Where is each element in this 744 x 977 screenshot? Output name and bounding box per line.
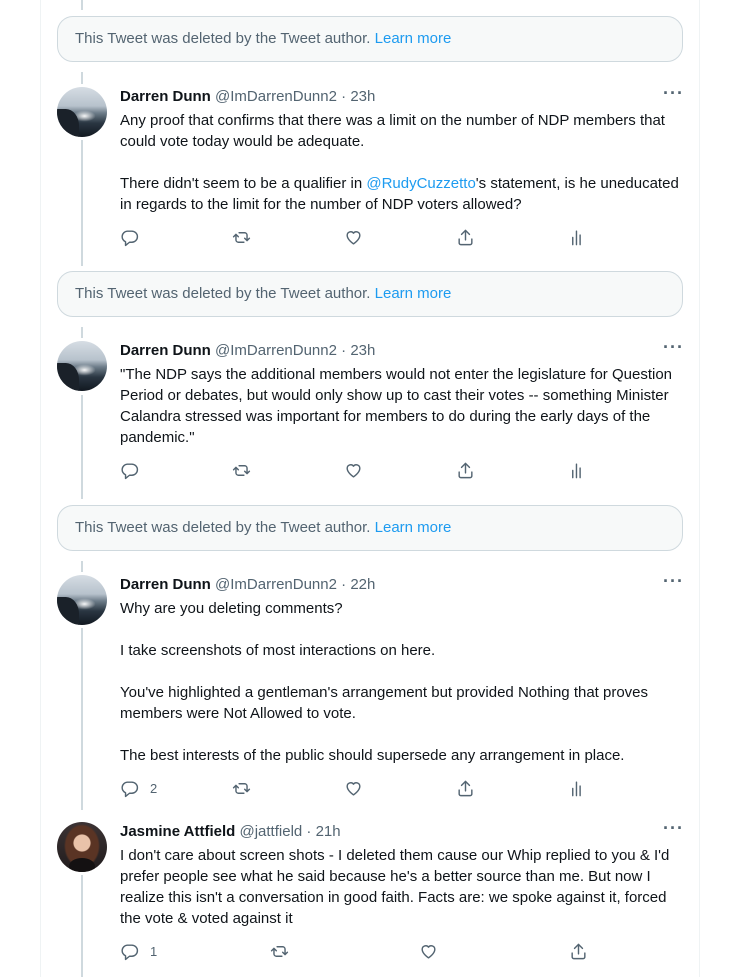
- tweet-header: [120, 575, 375, 595]
- analytics-icon: [568, 461, 587, 480]
- like-icon: [344, 228, 363, 247]
- tweet[interactable]: [57, 571, 684, 799]
- timestamp[interactable]: 22h: [350, 576, 376, 593]
- author-handle[interactable]: @jattfield: [239, 823, 303, 840]
- tweet-text: [120, 598, 686, 766]
- analytics-button[interactable]: [568, 227, 587, 247]
- avatar[interactable]: [57, 341, 107, 391]
- like-icon: [419, 942, 438, 961]
- learn-more-link[interactable]: Learn more: [374, 30, 452, 47]
- tweet-actions: [119, 227, 599, 247]
- tweet-actions: [119, 778, 599, 798]
- reply-count: 2: [150, 780, 158, 796]
- reply-button[interactable]: [120, 227, 139, 247]
- tweet-paragraph: Why are you deleting comments?: [120, 600, 343, 617]
- avatar[interactable]: [57, 822, 107, 872]
- author-handle[interactable]: @ImDarrenDunn2: [215, 576, 337, 593]
- deleted-tweet-notice: [57, 271, 683, 317]
- tweet-paragraph: [120, 173, 686, 215]
- tweet-paragraph: I take screenshots of most interactions on here.: [120, 642, 436, 659]
- deleted-notice-text: This Tweet was deleted by the Tweet author.: [75, 285, 371, 302]
- timestamp[interactable]: 23h: [350, 88, 376, 105]
- like-button[interactable]: [344, 227, 363, 247]
- thread-line: [81, 72, 83, 84]
- like-button[interactable]: [344, 460, 363, 480]
- analytics-button[interactable]: [568, 460, 587, 480]
- author-name[interactable]: Jasmine Attfield: [120, 823, 236, 840]
- retweet-icon: [232, 461, 251, 480]
- retweet-icon: [270, 942, 289, 961]
- share-button[interactable]: [569, 941, 588, 961]
- share-icon: [569, 942, 588, 961]
- author-handle[interactable]: @ImDarrenDunn2: [215, 88, 337, 105]
- analytics-icon: [568, 779, 587, 798]
- timestamp[interactable]: 23h: [350, 342, 376, 359]
- retweet-button[interactable]: [270, 941, 289, 961]
- retweet-button[interactable]: [232, 460, 251, 480]
- separator: ·: [341, 88, 347, 105]
- timestamp[interactable]: 21h: [315, 823, 341, 840]
- retweet-button[interactable]: [232, 778, 251, 798]
- thread-line: [81, 561, 83, 572]
- author-name[interactable]: Darren Dunn: [120, 342, 211, 359]
- tweet-actions: [119, 460, 599, 480]
- tweet-text: [120, 110, 686, 215]
- tweet-actions: [119, 941, 659, 961]
- reply-count: 1: [150, 943, 158, 959]
- tweet-header: [120, 341, 375, 361]
- separator: ·: [341, 342, 347, 359]
- tweet-paragraph: The best interests of the public should supersede any arrangement in place.: [120, 747, 625, 764]
- tweet[interactable]: [57, 818, 684, 972]
- share-icon: [456, 461, 475, 480]
- like-icon: [344, 779, 363, 798]
- tweet-text: [120, 364, 686, 448]
- tweet-header: [120, 87, 375, 107]
- like-button[interactable]: [419, 941, 438, 961]
- avatar[interactable]: [57, 87, 107, 137]
- author-handle[interactable]: @ImDarrenDunn2: [215, 342, 337, 359]
- tweet-text-span: There didn't seem to be a qualifier in: [120, 175, 367, 192]
- deleted-notice-text: This Tweet was deleted by the Tweet author.: [75, 30, 371, 47]
- separator: ·: [341, 576, 347, 593]
- retweet-button[interactable]: [232, 227, 251, 247]
- thread-line: [81, 327, 83, 338]
- reply-icon: [120, 779, 139, 798]
- analytics-button[interactable]: [568, 778, 587, 798]
- share-button[interactable]: [456, 778, 475, 798]
- tweet[interactable]: [57, 337, 684, 481]
- learn-more-link[interactable]: Learn more: [374, 285, 452, 302]
- tweet[interactable]: [57, 83, 684, 247]
- mention-link[interactable]: @RudyCuzzetto: [366, 175, 476, 192]
- deleted-tweet-notice: [57, 505, 683, 551]
- tweet-paragraph: Any proof that confirms that there was a limit on the number of NDP members that could vote today would be adequate.: [120, 112, 665, 150]
- separator: ·: [306, 823, 312, 840]
- reply-button[interactable]: [120, 778, 157, 798]
- deleted-tweet-notice: [57, 16, 683, 62]
- share-button[interactable]: [456, 460, 475, 480]
- like-icon: [344, 461, 363, 480]
- more-icon[interactable]: ···: [663, 571, 684, 591]
- more-icon[interactable]: ···: [663, 83, 684, 103]
- author-name[interactable]: Darren Dunn: [120, 88, 211, 105]
- tweet-text: [120, 845, 686, 929]
- tweet-text-span: 's statement, is he uneducated in regards to the limit for the number of NDP voters allowed?: [120, 175, 679, 213]
- learn-more-link[interactable]: Learn more: [374, 519, 452, 536]
- tweet-paragraph: I don't care about screen shots - I deleted them cause our Whip replied to you & I'd prefer people see what he said because he's a better source than me. But now I realize this isn't a conversation in good faith. Facts are: we spoke against it, forced the vote & voted against it: [120, 847, 670, 927]
- reply-button[interactable]: [120, 941, 157, 961]
- tweet-header: [120, 822, 341, 842]
- thread-line: [81, 0, 83, 10]
- reply-icon: [120, 461, 139, 480]
- author-name[interactable]: Darren Dunn: [120, 576, 211, 593]
- tweet-paragraph: You've highlighted a gentleman's arrangement but provided Nothing that proves members were Not Allowed to vote.: [120, 684, 649, 722]
- reply-icon: [120, 228, 139, 247]
- share-icon: [456, 779, 475, 798]
- retweet-icon: [232, 228, 251, 247]
- analytics-icon: [568, 228, 587, 247]
- tweet-paragraph: "The NDP says the additional members would not enter the legislature for Question Period or debates, but would only show up to cast their votes -- something Minister Calandra stressed was important for members to do during the early days of the pandemic.": [120, 366, 673, 446]
- deleted-notice-text: This Tweet was deleted by the Tweet author.: [75, 519, 371, 536]
- retweet-icon: [232, 779, 251, 798]
- share-icon: [456, 228, 475, 247]
- avatar[interactable]: [57, 575, 107, 625]
- more-icon[interactable]: ···: [663, 337, 684, 357]
- reply-button[interactable]: [120, 460, 139, 480]
- share-button[interactable]: [456, 227, 475, 247]
- more-icon[interactable]: ···: [663, 818, 684, 838]
- like-button[interactable]: [344, 778, 363, 798]
- reply-icon: [120, 942, 139, 961]
